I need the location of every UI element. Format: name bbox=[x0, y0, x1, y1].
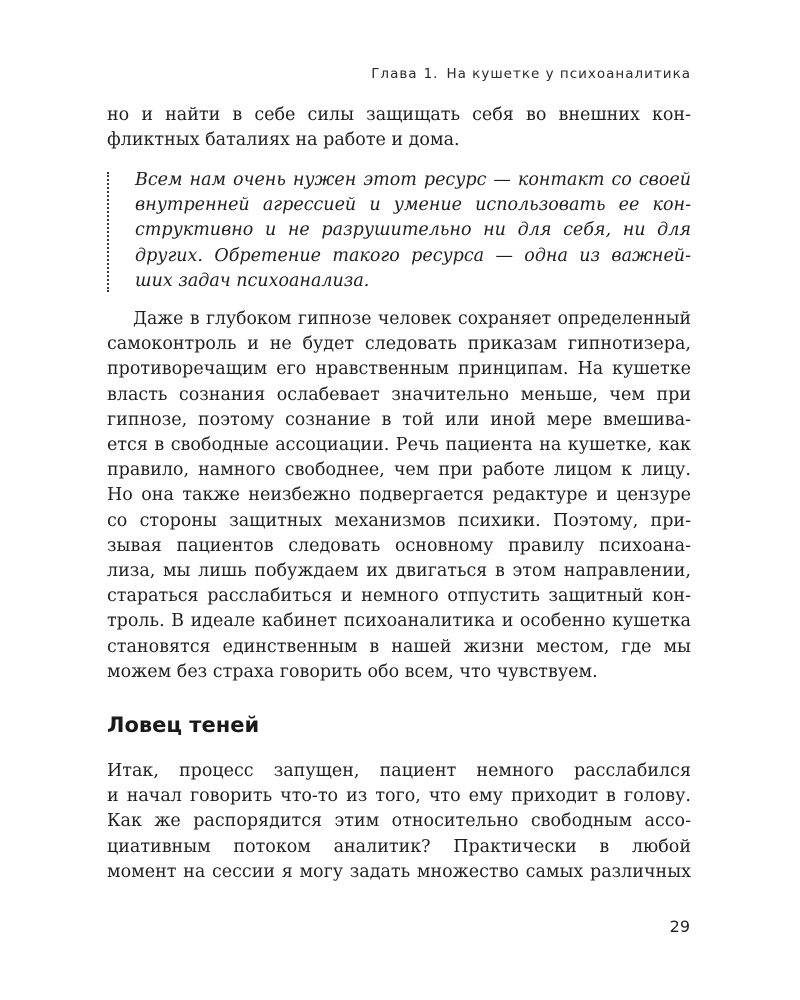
quote-line: внутренней агрессией и умение использовать ее кон- bbox=[135, 195, 691, 216]
quote-line: других. Обретение такого ресурса — одна из важней- bbox=[135, 245, 691, 266]
text-line: троль. В идеале кабинет психоаналитика и особенно кушетка bbox=[107, 611, 691, 632]
quote-dotted-rule bbox=[107, 172, 109, 292]
running-head-chapter: Глава bbox=[371, 66, 418, 82]
text-line: противоречащим его нравственным принципам. На кушетке bbox=[107, 359, 691, 380]
quote-text bbox=[135, 168, 691, 294]
running-head-number: 1. bbox=[423, 66, 439, 82]
text-line: можем без страха говорить обо всем, что чувствуем. bbox=[107, 661, 598, 682]
paragraph-intro bbox=[107, 103, 691, 153]
quote-line: структивно и не разрушительно ни для себя, ни для bbox=[135, 220, 691, 241]
text-line: гипнозе, поэтому сознание в той или иной мере вмешива- bbox=[107, 409, 691, 430]
running-head-title: На кушетке у психоаналитика bbox=[446, 66, 691, 82]
text-line: Даже в глубоком гипнозе человек сохраняет определенный bbox=[133, 309, 691, 329]
paragraph-section bbox=[107, 759, 691, 885]
text-line: Итак, процесс запущен, пациент немного расслабился bbox=[107, 761, 691, 781]
text-line: становятся единственным в нашей жизни местом, где мы bbox=[107, 636, 691, 657]
text-line: лиза, мы лишь побуждаем их двигаться в этом направлении, bbox=[107, 561, 691, 582]
text-line: но и найти в себе силы защищать себя во внешних кон- bbox=[107, 105, 691, 125]
text-line: и начал говорить что-то из того, что ему приходит в голову. bbox=[107, 786, 691, 807]
paragraph-main bbox=[107, 307, 691, 685]
text-line: Но она также неизбежно подвергается редактуре и цензуре bbox=[107, 485, 691, 506]
text-line: самоконтроль и не будет следовать приказам гипнотизера, bbox=[107, 334, 691, 355]
text-line: ется в свободные ассоциации. Речь пациента на кушетке, как bbox=[107, 435, 691, 456]
text-line: Как же распорядится этим относительно свободным ассо- bbox=[107, 811, 691, 832]
quote-line: ших задач психоанализа. bbox=[135, 270, 370, 291]
text-line: циативным потоком аналитик? Практически в любой bbox=[107, 836, 691, 857]
block-quote bbox=[107, 168, 691, 294]
text-line: правило, намного свободнее, чем при работе лицом к лицу. bbox=[107, 460, 691, 481]
text-line: момент на сессии я могу задать множество самых различных bbox=[107, 861, 691, 882]
page-number: 29 bbox=[669, 917, 690, 936]
section-heading: Ловец теней bbox=[107, 713, 260, 737]
text-line: со стороны защитных механизмов психики. Поэтому, при- bbox=[107, 510, 691, 531]
text-line: стараться расслабиться и немного отпустить защитный кон- bbox=[107, 586, 691, 607]
text-line: власть сознания ослабевает значительно меньше, чем при bbox=[107, 384, 691, 405]
running-head bbox=[371, 66, 691, 82]
quote-line: Всем нам очень нужен этот ресурс — контакт со своей bbox=[135, 170, 691, 190]
text-line: зывая пациентов следовать основному правилу психоана- bbox=[107, 535, 691, 556]
text-line: фликтных баталиях на работе и дома. bbox=[107, 130, 460, 151]
